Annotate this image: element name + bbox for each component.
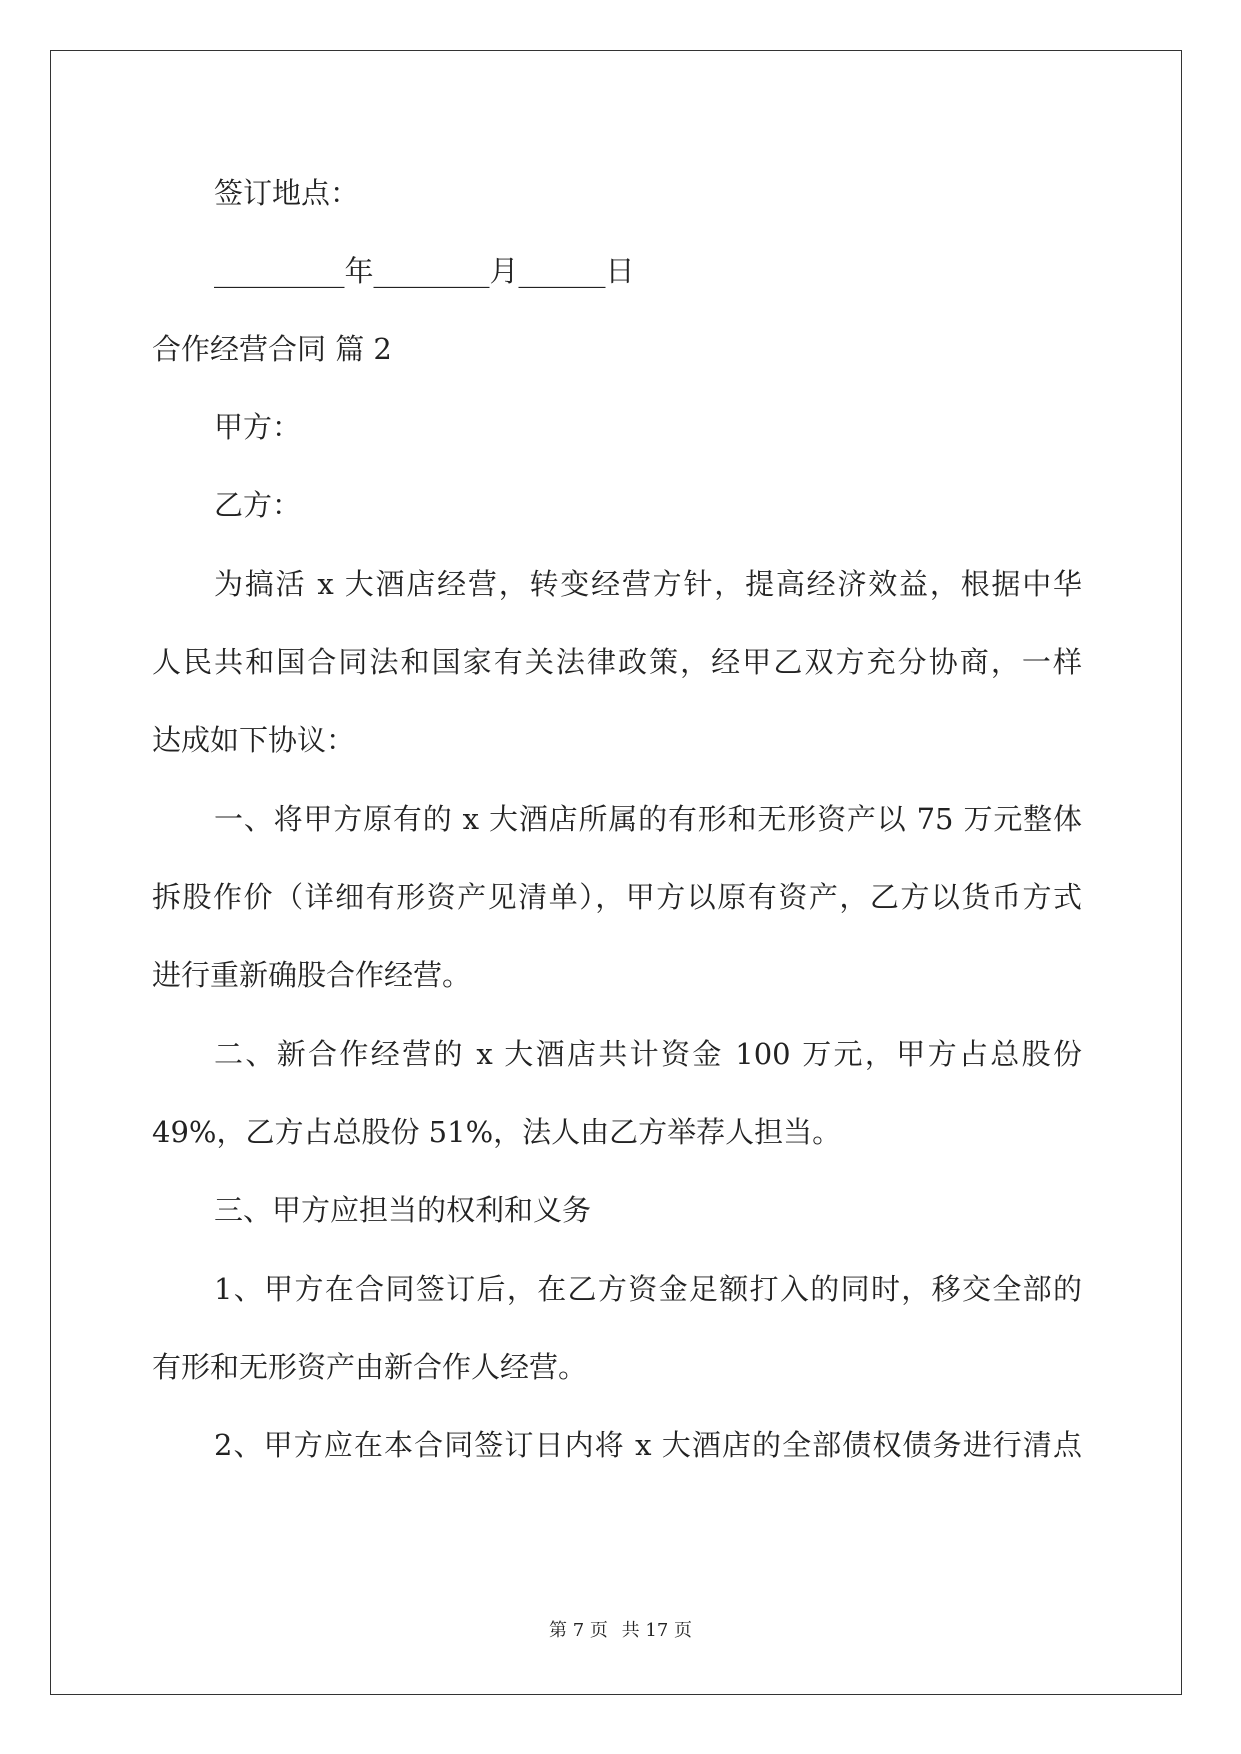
- date-blank-line: _________年________月______日: [214, 254, 635, 288]
- section-title: 合作经营合同 篇 2: [152, 332, 392, 366]
- party-b-label: 乙方：: [214, 488, 302, 522]
- clause-2-line-2: 49%，乙方占总股份 51%，法人由乙方举荐人担当。: [152, 1115, 842, 1149]
- clause-2-line-1: 二、新合作经营的 x 大酒店共计资金 100 万元，甲方占总股份: [214, 1037, 1082, 1071]
- clause-3-heading: 三、甲方应担当的权利和义务: [214, 1193, 592, 1227]
- clause-3-item-1-line-1: 1、甲方在合同签订后，在乙方资金足额打入的同时，移交全部的: [214, 1272, 1082, 1306]
- party-a-label: 甲方：: [214, 410, 302, 444]
- clause-3-item-2-line-1: 2、甲方应在本合同签订日内将 x 大酒店的全部债权债务进行清点: [214, 1428, 1082, 1462]
- preamble-line-2: 人民共和国合同法和国家有关法律政策，经甲乙双方充分协商，一样: [152, 645, 1082, 679]
- page-total: 共 17 页: [621, 1620, 692, 1641]
- clause-3-item-1-line-2: 有形和无形资产由新合作人经营。: [152, 1350, 588, 1384]
- preamble-line-3: 达成如下协议：: [152, 723, 356, 757]
- page-footer: [0, 1616, 1241, 1642]
- clause-1-line-3: 进行重新确股合作经营。: [152, 958, 472, 992]
- preamble-line-1: 为搞活 x 大酒店经营，转变经营方针，提高经济效益，根据中华: [214, 567, 1082, 601]
- clause-1-line-1: 一、将甲方原有的 x 大酒店所属的有形和无形资产以 75 万元整体: [214, 802, 1082, 836]
- clause-1-line-2: 拆股作价（详细有形资产见清单），甲方以原有资产，乙方以货币方式: [152, 880, 1082, 914]
- signing-place-label: 签订地点：: [214, 176, 360, 210]
- page-number: 第 7 页: [549, 1620, 608, 1641]
